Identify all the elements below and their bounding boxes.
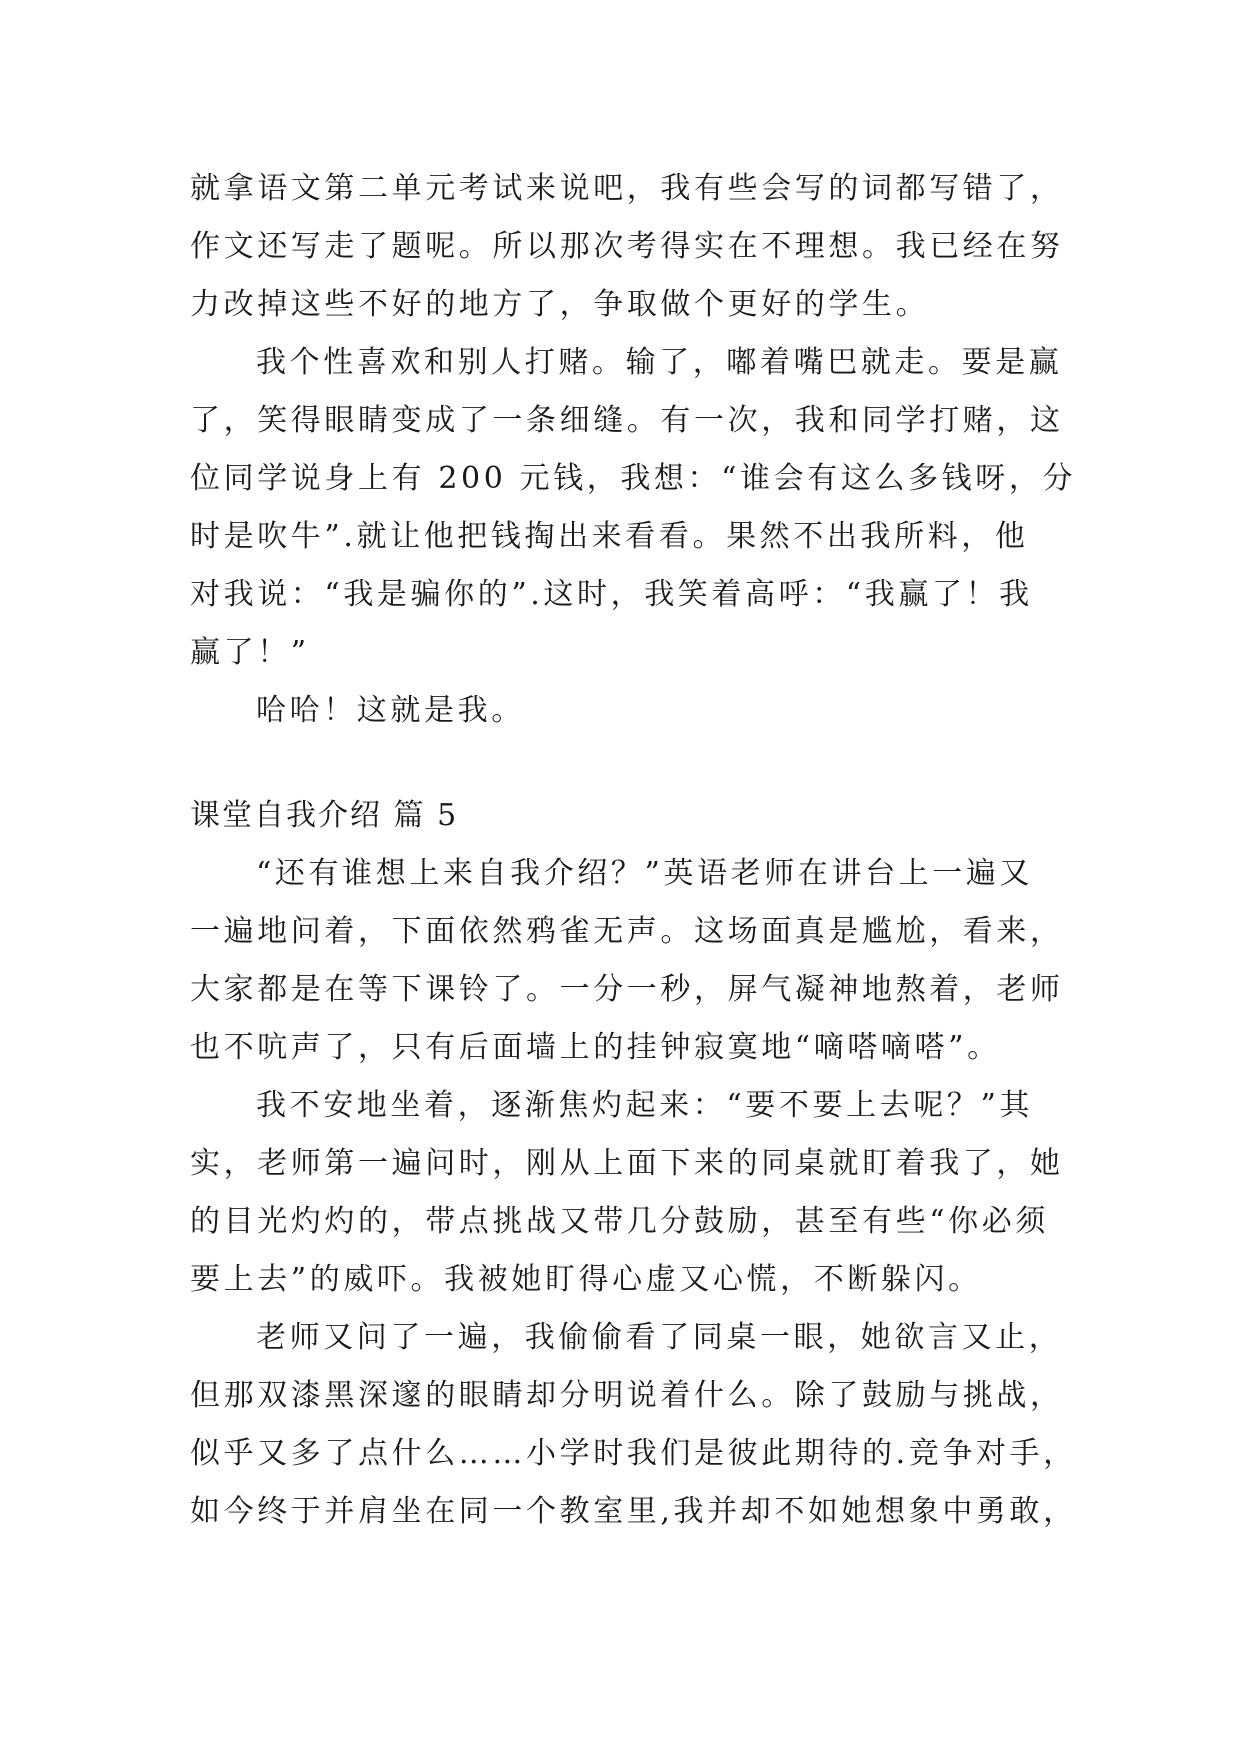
paragraph-deskmate: [190, 1309, 1077, 1541]
paragraph-anxious: [190, 1077, 1064, 1309]
document-body: [190, 160, 1077, 1541]
section-gap: [190, 740, 1060, 787]
text-line: 实，老师第一遍问时，刚从上面下来的同桌就盯着我了，她: [190, 1146, 1064, 1181]
text-line: 赢了！”: [190, 635, 310, 670]
text-line: 一遍地问着，下面依然鸦雀无声。这场面真是尴尬，看来，: [190, 914, 1064, 949]
text-line: 哈哈！这就是我。: [256, 693, 525, 728]
text-line: 位同学说身上有 200 元钱，我想：“谁会有这么多钱呀，分: [190, 461, 1077, 496]
text-line: 大家都是在等下课铃了。一分一秒，屏气凝神地熬着，老师: [190, 972, 1064, 1007]
text-line: 力改掉这些不好的地方了，争取做个更好的学生。: [190, 287, 930, 322]
paragraph-betting: [190, 334, 1077, 682]
paragraph-continuation: [190, 160, 1064, 334]
text-line: 的目光灼灼的，带点挑战又带几分鼓励，甚至有些“你必须: [190, 1204, 1049, 1239]
text-line: 时是吹牛”.就让他把钱掏出来看看。果然不出我所料，他: [190, 519, 1029, 554]
text-line: 我个性喜欢和别人打赌。输了，嘟着嘴巴就走。要是赢: [256, 345, 1063, 380]
text-line: 似乎又多了点什么……小学时我们是彼此期待的.竞争对手，: [190, 1436, 1077, 1471]
text-line: 但那双漆黑深邃的眼睛却分明说着什么。除了鼓励与挑战，: [190, 1378, 1064, 1413]
text-line: “还有谁想上来自我介绍？”英语老师在讲台上一遍又: [256, 856, 1034, 891]
text-line: 要上去”的威吓。我被她盯得心虚又心慌，不断躲闪。: [190, 1262, 982, 1297]
text-line: 如今终于并肩坐在同一个教室里,我并却不如她想象中勇敢，: [190, 1494, 1077, 1529]
text-line: 就拿语文第二单元考试来说吧，我有些会写的词都写错了，: [190, 171, 1064, 206]
text-line: 老师又问了一遍，我偷偷看了同桌一眼，她欲言又止，: [256, 1320, 1063, 1355]
text-line: 作文还写走了题呢。所以那次考得实在不理想。我已经在努: [190, 229, 1064, 264]
text-line: 也不吭声了，只有后面墙上的挂钟寂寞地“嘀嗒嘀嗒”。: [190, 1030, 1001, 1065]
paragraph-closing: [190, 682, 1060, 740]
text-line: 我不安地坐着，逐渐焦灼起来：“要不要上去呢？”其: [256, 1088, 1034, 1123]
text-line: 了，笑得眼睛变成了一条细缝。有一次，我和同学打赌，这: [190, 403, 1064, 438]
paragraph-teacher-asks: [190, 845, 1064, 1077]
text-line: 对我说：“我是骗你的”.这时，我笑着高呼：“我赢了！我: [190, 577, 1033, 612]
section-heading: 课堂自我介绍 篇 5: [190, 798, 459, 833]
